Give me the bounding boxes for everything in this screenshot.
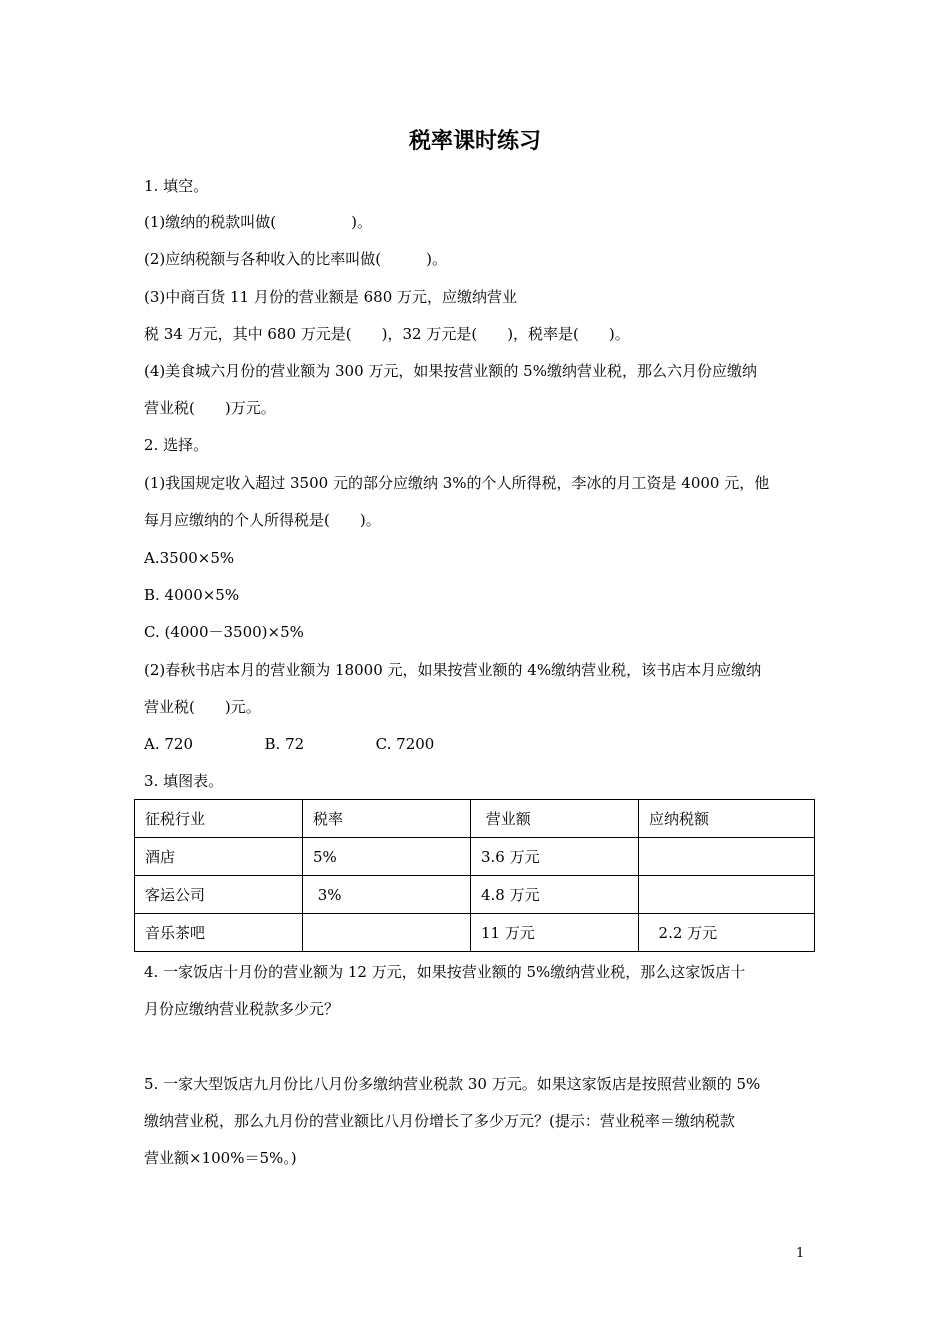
table-header-cell: 应纳税额 [639, 800, 815, 838]
page-title: 税率课时练习 [408, 129, 541, 154]
table-cell: 3.6 万元 [471, 838, 639, 876]
question-4-line1: 4. 一家饭店十月份的营业额为 12 万元，如果按营业额的 5%缴纳营业税，那么这家饭店十 [144, 963, 746, 981]
table-cell: 酒店 [135, 838, 303, 876]
option-b: B. 4000×5% [144, 586, 240, 604]
table-header-cell: 营业额 [471, 800, 639, 838]
question-2-1-line1: (1)我国规定收入超过 3500 元的部分应缴纳 3%的个人所得税，李冰的月工资是 4000 元，他 [144, 474, 770, 492]
table-header-cell: 征税行业 [135, 800, 303, 838]
question-4-line2: 月份应缴纳营业税款多少元？ [144, 1000, 340, 1018]
question-1-3-line1: (3)中商百货 11 月份的营业额是 680 万元，应缴纳营业 [144, 288, 518, 306]
section-3-heading: 3. 填图表。 [144, 772, 224, 790]
table-cell: 4.8 万元 [471, 876, 639, 914]
table-cell: 2.2 万元 [639, 914, 815, 952]
option-c: C. (4000－3500)×5% [144, 623, 304, 641]
table-cell: 3% [303, 876, 471, 914]
option-a: A.3500×5% [144, 549, 235, 567]
table-cell [303, 914, 471, 952]
table-cell: 11 万元 [471, 914, 639, 952]
question-1-2: (2)应纳税额与各种收入的比率叫做( )。 [144, 250, 447, 268]
page-number: 1 [796, 1246, 805, 1261]
table-cell [639, 838, 815, 876]
question-1-4-line2: 营业税( )万元。 [144, 399, 276, 417]
table-row [135, 838, 815, 876]
section-2-heading: 2. 选择。 [144, 436, 209, 454]
question-1-1: (1)缴纳的税款叫做( )。 [144, 213, 372, 231]
table-cell [639, 876, 815, 914]
table-cell: 客运公司 [135, 876, 303, 914]
question-2-2-line1: (2)春秋书店本月的营业额为 18000 元，如果按营业额的 4%缴纳营业税，该书店本月应缴纳 [144, 661, 762, 679]
question-5-line1: 5. 一家大型饭店九月份比八月份多缴纳营业税款 30 万元。如果这家饭店是按照营业额的 5% [144, 1075, 761, 1093]
tax-table [134, 799, 815, 952]
question-5-line2: 缴纳营业税，那么九月份的营业额比八月份增长了多少万元？(提示：营业税率＝缴纳税款 [144, 1112, 735, 1130]
table-header-cell: 税率 [303, 800, 471, 838]
table-cell: 音乐茶吧 [135, 914, 303, 952]
question-2-2-options: A. 720 B. 72 C. 7200 [144, 735, 435, 753]
question-2-2-line2: 营业税( )元。 [144, 698, 261, 716]
question-5-line3: 营业额×100%＝5%。) [144, 1149, 297, 1167]
question-1-4-line1: (4)美食城六月份的营业额为 300 万元，如果按营业额的 5%缴纳营业税，那么六月份应缴纳 [144, 362, 757, 380]
section-1-heading: 1. 填空。 [144, 177, 209, 195]
question-1-3-line2: 税 34 万元，其中 680 万元是( )，32 万元是( )，税率是( )。 [144, 325, 630, 343]
table-row [135, 914, 815, 952]
question-2-1-line2: 每月应缴纳的个人所得税是( )。 [144, 511, 381, 529]
table-row [135, 876, 815, 914]
table-cell: 5% [303, 838, 471, 876]
table-header-row [135, 800, 815, 838]
